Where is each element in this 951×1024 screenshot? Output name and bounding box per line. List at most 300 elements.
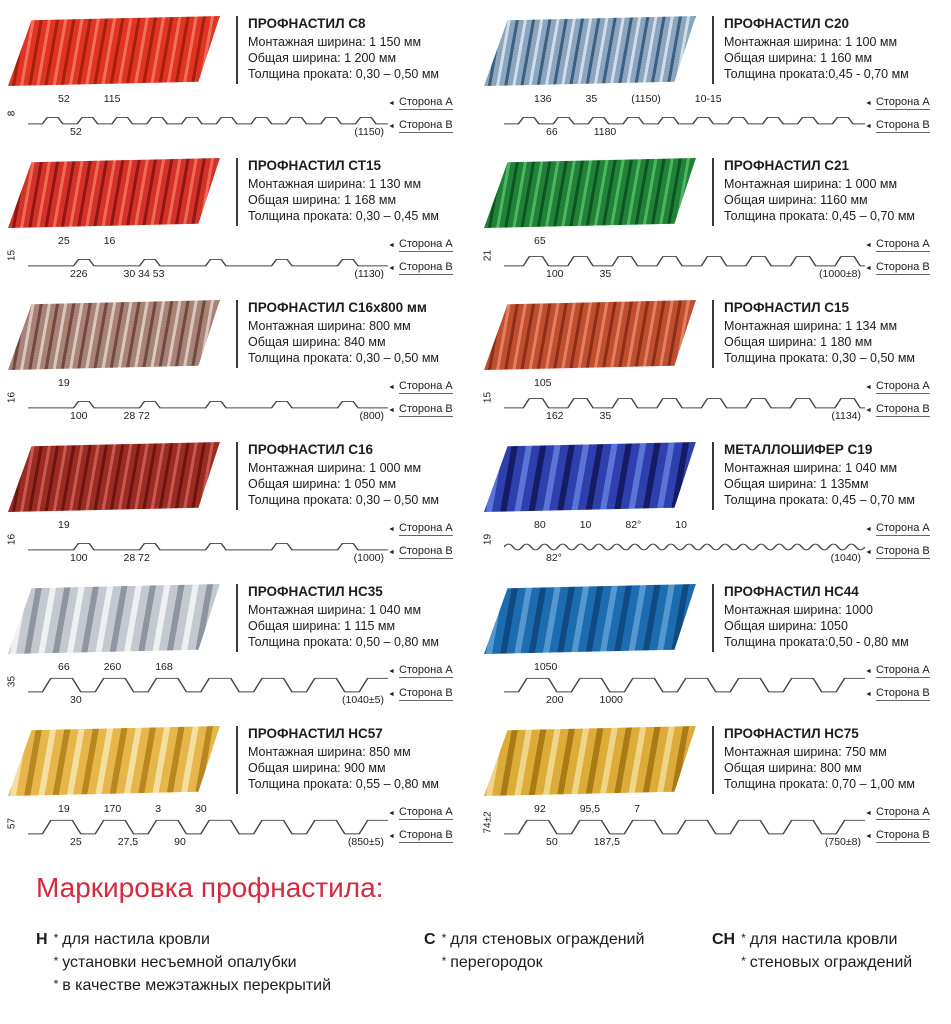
spec-thickness: Толщина проката: 0,30 – 0,45 мм [248,209,440,223]
panel-text-inner [248,582,439,660]
total-width-label: (1150) [354,126,384,138]
spec-total-width: Общая ширина: 1 180 мм [724,335,873,349]
panel-text-inner [724,582,909,660]
arrow-left-icon: ◄ [865,832,872,840]
dimension-label: 10 [579,519,592,531]
sheet-illustration [478,582,706,658]
spec-mounting-width: Монтажная ширина: 1 100 мм [724,35,898,49]
panel-title: МЕТАЛЛОШИФЕР С19 [724,442,873,457]
spec-total-width: Общая ширина: 800 мм [724,761,862,775]
side-a-text: Сторона А [875,380,930,392]
panel-text [712,724,949,802]
height-dimension-label: 21 [482,249,494,262]
divider [712,442,714,510]
spec-thickness: Толщина проката: 0,55 – 0,80 мм [248,777,440,791]
dimension-label: 66 [546,126,558,138]
legend-entry [36,928,424,998]
spec-thickness: Толщина проката:0,45 - 0,70 мм [724,67,909,81]
side-labels [388,377,472,429]
panel [478,298,949,430]
panel-text [712,156,949,234]
panel-top [2,14,472,92]
panel [478,724,949,856]
profile-diagram [478,93,865,145]
dimension-label: 19 [58,377,70,389]
legend-code: С [424,931,436,948]
dimension-label: 16 [103,235,116,247]
spec-thickness: Толщина проката: 0,30 – 0,50 мм [248,67,440,81]
divider [236,16,238,84]
asterisk-bullet-icon: * [741,931,746,945]
dimensions-bottom-row [28,836,388,851]
panel-text-inner [724,724,915,802]
arrow-left-icon: ◄ [388,832,395,840]
side-labels [388,661,472,713]
profile-diagram [478,803,865,855]
dimensions-top-row [28,519,388,532]
arrow-left-icon: ◄ [388,241,395,249]
legend-item-text: перегородок [450,954,543,972]
profile-cross-section [504,390,865,410]
arrow-left-icon: ◄ [388,406,395,414]
dimensions-top-row [504,93,865,106]
spec-mounting-width: Монтажная ширина: 1 150 мм [248,35,422,49]
side-b-text: Сторона В [398,687,453,699]
side-b-label [388,261,453,275]
legend-item [440,928,645,951]
panel-text-inner [724,298,915,376]
panel-title: ПРОФНАСТИЛ С20 [724,16,850,31]
panel-text-inner [248,724,439,802]
spec-mounting-width: Монтажная ширина: 800 мм [248,319,411,333]
profile-cross-section [28,532,388,552]
panel-title: ПРОФНАСТИЛ НС75 [724,726,859,741]
side-b-text: Сторона В [875,119,930,131]
side-labels [865,803,949,855]
spec-thickness: Толщина проката: 0,30 – 0,50 мм [724,351,916,365]
side-a-text: Сторона А [398,238,453,250]
divider [236,726,238,794]
panel-title: ПРОФНАСТИЛ С21 [724,158,850,173]
panel-text [712,440,949,518]
panel [2,156,472,288]
profile-cross-section [28,816,388,836]
side-labels [388,235,472,287]
asterisk-bullet-icon: * [53,954,59,969]
profile-cross-section [504,674,865,694]
profile-diagram [478,235,865,287]
dimensions-bottom-row [504,552,865,567]
spec-thickness: Толщина проката: 0,30 – 0,50 мм [248,351,440,365]
dimension-label: 52 [70,126,82,138]
dimension-label: 25 [70,836,82,848]
divider [712,16,714,84]
spec-total-width: Общая ширина: 1 168 мм [248,193,397,207]
panel [2,724,472,856]
legend-item-text: стеновых ограждений [749,954,913,972]
side-b-text: Сторона В [875,261,930,273]
legend-entry [712,928,912,998]
dimensions-top-row [504,377,865,390]
panel-top [2,156,472,234]
side-a-label [388,238,453,252]
side-a-label [865,96,930,110]
spec-total-width: Общая ширина: 840 мм [248,335,386,349]
dimensions-top-row [28,93,388,106]
dimension-label: 1180 [593,126,617,138]
dimensions-bottom-row [28,694,388,709]
spec-total-width: Общая ширина: 1050 [724,619,848,633]
corrugated-sheet-image [8,158,222,228]
panel-text-inner [724,440,915,518]
panel-top [2,582,472,660]
side-a-text: Сторона А [398,380,453,392]
side-b-text: Сторона В [875,829,930,841]
legend-item [440,951,645,974]
legend-code: Н [36,931,48,948]
spec-mounting-width: Монтажная ширина: 1 040 мм [248,603,422,617]
side-a-text: Сторона А [875,664,930,676]
total-width-label: (1040±5) [342,694,384,706]
arrow-left-icon: ◄ [865,264,872,272]
total-width-label: (1000±8) [819,268,861,280]
side-b-text: Сторона В [398,119,453,131]
profile-cross-section [504,106,865,126]
side-a-text: Сторона А [398,96,453,108]
spec-mounting-width: Монтажная ширина: 750 мм [724,745,887,759]
spec-mounting-width: Монтажная ширина: 1000 [724,603,873,617]
corrugated-sheet-image [8,584,222,654]
arrow-left-icon: ◄ [865,525,872,533]
spec-total-width: Общая ширина: 1 160 мм [724,51,873,65]
dimension-label: 115 [103,93,121,105]
dimension-label: 27,5 [117,836,139,848]
side-b-label [865,119,930,133]
spec-thickness: Толщина проката: 0,45 – 0,70 мм [724,209,916,223]
side-labels [388,93,472,145]
side-b-label [388,403,453,417]
panel-text [712,582,949,660]
panel-text-inner [248,298,439,376]
panel-bottom [2,661,472,713]
arrow-left-icon: ◄ [865,406,872,414]
side-a-label [388,380,453,394]
dimension-label: 19 [58,519,70,531]
total-width-label: (1130) [354,268,384,280]
profile-diagram [2,803,388,855]
dimension-label: 28 72 [123,410,150,422]
spec-mounting-width: Монтажная ширина: 850 мм [248,745,411,759]
panel [2,440,472,572]
panel-title: ПРОФНАСТИЛ СТ15 [248,158,381,173]
spec-mounting-width: Монтажная ширина: 1 040 мм [724,461,898,475]
side-b-label [388,829,453,843]
spec-thickness: Толщина проката: 0,45 – 0,70 мм [724,493,916,507]
panel [478,582,949,714]
side-b-label [388,545,453,559]
total-width-label: (850±5) [347,836,384,848]
panel-title: ПРОФНАСТИЛ НС44 [724,584,859,599]
legend-item-text: установки несъемной опалубки [62,954,297,972]
dimension-label: 3 [155,803,162,815]
side-a-label [865,380,930,394]
side-a-label [388,522,453,536]
side-labels [865,661,949,713]
arrow-left-icon: ◄ [865,241,872,249]
legend [0,856,951,998]
legend-code: СН [712,931,736,948]
panel-top [478,156,949,234]
divider [236,584,238,652]
divider [236,442,238,510]
dimension-label: 30 34 53 [123,268,165,280]
arrow-left-icon: ◄ [865,383,872,391]
asterisk-bullet-icon: * [53,977,59,992]
arrow-left-icon: ◄ [388,383,395,391]
dimensions-top-row [28,803,388,816]
side-labels [865,377,949,429]
height-dimension-label: 8 [6,110,18,117]
asterisk-bullet-icon: * [53,931,59,945]
panel-text-inner [724,14,909,92]
total-width-label: (800) [359,410,384,422]
panel-bottom [478,519,949,571]
arrow-left-icon: ◄ [865,99,872,107]
dimension-label: 226 [70,268,88,280]
corrugated-sheet-image [8,726,222,796]
side-a-text: Сторона А [398,806,453,818]
arrow-left-icon: ◄ [388,525,395,533]
profile-diagram [2,235,388,287]
profile-cross-section [28,248,388,268]
side-labels [865,235,949,287]
legend-title: Маркировка профнастила: [36,872,384,903]
dimension-label: 28 72 [123,552,150,564]
dimension-label: 168 [155,661,173,673]
height-dimension-label: 16 [6,533,18,546]
panel-top [478,298,949,376]
profile-diagram [478,377,865,429]
side-a-text: Сторона А [875,96,930,108]
side-b-label [865,403,930,417]
panel [2,14,472,146]
side-a-label [865,664,930,678]
dimension-label: 52 [58,93,70,105]
dimension-label: 82° [546,552,562,564]
spec-total-width: Общая ширина: 1 050 мм [248,477,397,491]
side-b-label [388,687,453,701]
panel [2,298,472,430]
panel-top [2,298,472,376]
side-b-label [865,545,930,559]
legend-item [52,951,331,974]
dimension-label: 260 [103,661,122,673]
side-b-text: Сторона В [398,545,453,557]
side-b-text: Сторона В [875,545,930,557]
spec-thickness: Толщина проката: 0,50 – 0,80 мм [248,635,440,649]
dimension-label: 90 [174,836,186,848]
dimensions-top-row [28,661,388,674]
spec-mounting-width: Монтажная ширина: 1 134 мм [724,319,898,333]
dimensions-top-row [28,377,388,390]
asterisk-bullet-icon: * [741,954,746,969]
side-b-label [865,261,930,275]
arrow-left-icon: ◄ [388,809,395,817]
side-b-label [388,119,453,133]
side-labels [388,519,472,571]
divider [236,300,238,368]
height-dimension-label: 15 [6,249,18,262]
side-b-label [865,829,930,843]
arrow-left-icon: ◄ [388,667,395,675]
side-labels [865,93,949,145]
corrugated-sheet-image [484,726,698,796]
profile-diagram [478,661,865,713]
panel-top [478,582,949,660]
spec-mounting-width: Монтажная ширина: 1 000 мм [248,461,422,475]
arrow-left-icon: ◄ [388,264,395,272]
dimension-label: 35 [599,268,612,280]
height-dimension-label: 74±2 [482,811,494,834]
dimensions-top-row [504,803,865,816]
panel-bottom [478,377,949,429]
legend-item [739,951,912,974]
profile-diagram [2,661,388,713]
side-b-text: Сторона В [398,829,453,841]
panel [478,156,949,288]
panel [478,440,949,572]
dimension-label: (1150) [631,93,661,105]
panel-title: ПРОФНАСТИЛ С8 [248,16,366,31]
side-b-text: Сторона В [398,403,453,415]
sheet-illustration [478,156,706,232]
panel-bottom [478,803,949,855]
corrugated-sheet-image [484,158,698,228]
dimensions-bottom-row [504,836,865,851]
legend-items [52,928,331,998]
dimensions-bottom-row [504,126,865,141]
dimension-label: 30 [70,694,82,706]
spec-thickness: Толщина проката: 0,70 – 1,00 мм [724,777,916,791]
dimensions-top-row [504,661,865,674]
panel-text [236,156,472,234]
panel [478,14,949,146]
arrow-left-icon: ◄ [388,122,395,130]
dimensions-bottom-row [28,552,388,567]
side-b-label [865,687,930,701]
arrow-left-icon: ◄ [865,690,872,698]
dimension-label: 100 [70,410,88,422]
profile-diagram [478,519,865,571]
total-width-label: (1000) [353,552,384,564]
panel-title: ПРОФНАСТИЛ С16 [248,442,374,457]
divider [236,158,238,226]
dimensions-bottom-row [504,410,865,425]
sheet-illustration [2,14,230,90]
corrugated-sheet-image [8,442,222,512]
dimensions-bottom-row [28,126,388,141]
panel-title: ПРОФНАСТИЛ С16х800 мм [248,300,427,315]
dimension-label: 65 [534,235,546,247]
side-a-label [388,96,453,110]
spec-thickness: Толщина проката: 0,30 – 0,50 мм [248,493,440,507]
side-labels [388,803,472,855]
legend-item-text: для настила кровли [62,931,210,948]
panel-top [478,14,949,92]
side-a-text: Сторона А [875,238,930,250]
spec-mounting-width: Монтажная ширина: 1 000 мм [724,177,898,191]
panel-top [2,724,472,802]
panel-text-inner [248,14,439,92]
sheet-illustration [2,440,230,516]
panel-text [712,14,949,92]
dimension-label: 95,5 [579,803,601,815]
dimension-label: 19 [58,803,70,815]
dimension-label: 200 [546,694,564,706]
panel-top [478,440,949,518]
total-width-label: (750±8) [824,836,861,848]
dimension-label: 100 [546,268,564,280]
spec-total-width: Общая ширина: 900 мм [248,761,386,775]
panel-text [236,724,472,802]
side-a-text: Сторона А [398,664,453,676]
panel-bottom [2,803,472,855]
asterisk-bullet-icon: * [441,954,447,969]
panel-text-inner [248,156,439,234]
dimensions-bottom-row [28,268,388,283]
spec-total-width: Общая ширина: 1 135мм [724,477,869,491]
divider [712,726,714,794]
total-width-label: (1040) [830,552,861,564]
total-width-label: (1134) [831,410,861,422]
dimension-label: 25 [58,235,70,247]
divider [712,584,714,652]
legend-items [440,928,645,974]
profile-cross-section [28,390,388,410]
dimension-label: 1050 [534,661,558,673]
dimensions-top-row [504,235,865,248]
panel-bottom [2,235,472,287]
spec-thickness: Толщина проката:0,50 - 0,80 мм [724,635,909,649]
panel-text [236,298,472,376]
side-a-text: Сторона А [875,522,930,534]
sheet-illustration [2,298,230,374]
panel-bottom [478,93,949,145]
legend-items [739,928,912,974]
panel-text-inner [248,440,439,518]
dimension-label: 187,5 [593,836,620,848]
sheet-illustration [478,724,706,800]
arrow-left-icon: ◄ [388,548,395,556]
corrugated-sheet-image [484,16,698,86]
side-b-text: Сторона В [875,403,930,415]
legend-entry [424,928,712,998]
dimensions-bottom-row [28,410,388,425]
panel-text-inner [724,156,915,234]
side-a-label [388,664,453,678]
arrow-left-icon: ◄ [865,809,872,817]
profile-diagram [2,93,388,145]
panel-bottom [478,661,949,713]
spec-total-width: Общая ширина: 1 200 мм [248,51,397,65]
panel-bottom [2,377,472,429]
panel-top [478,724,949,802]
height-dimension-label: 57 [6,817,18,830]
profile-cross-section [28,674,388,694]
corrugated-sheet-image [484,300,698,370]
dimensions-bottom-row [504,268,865,283]
panel-title: ПРОФНАСТИЛ НС57 [248,726,383,741]
